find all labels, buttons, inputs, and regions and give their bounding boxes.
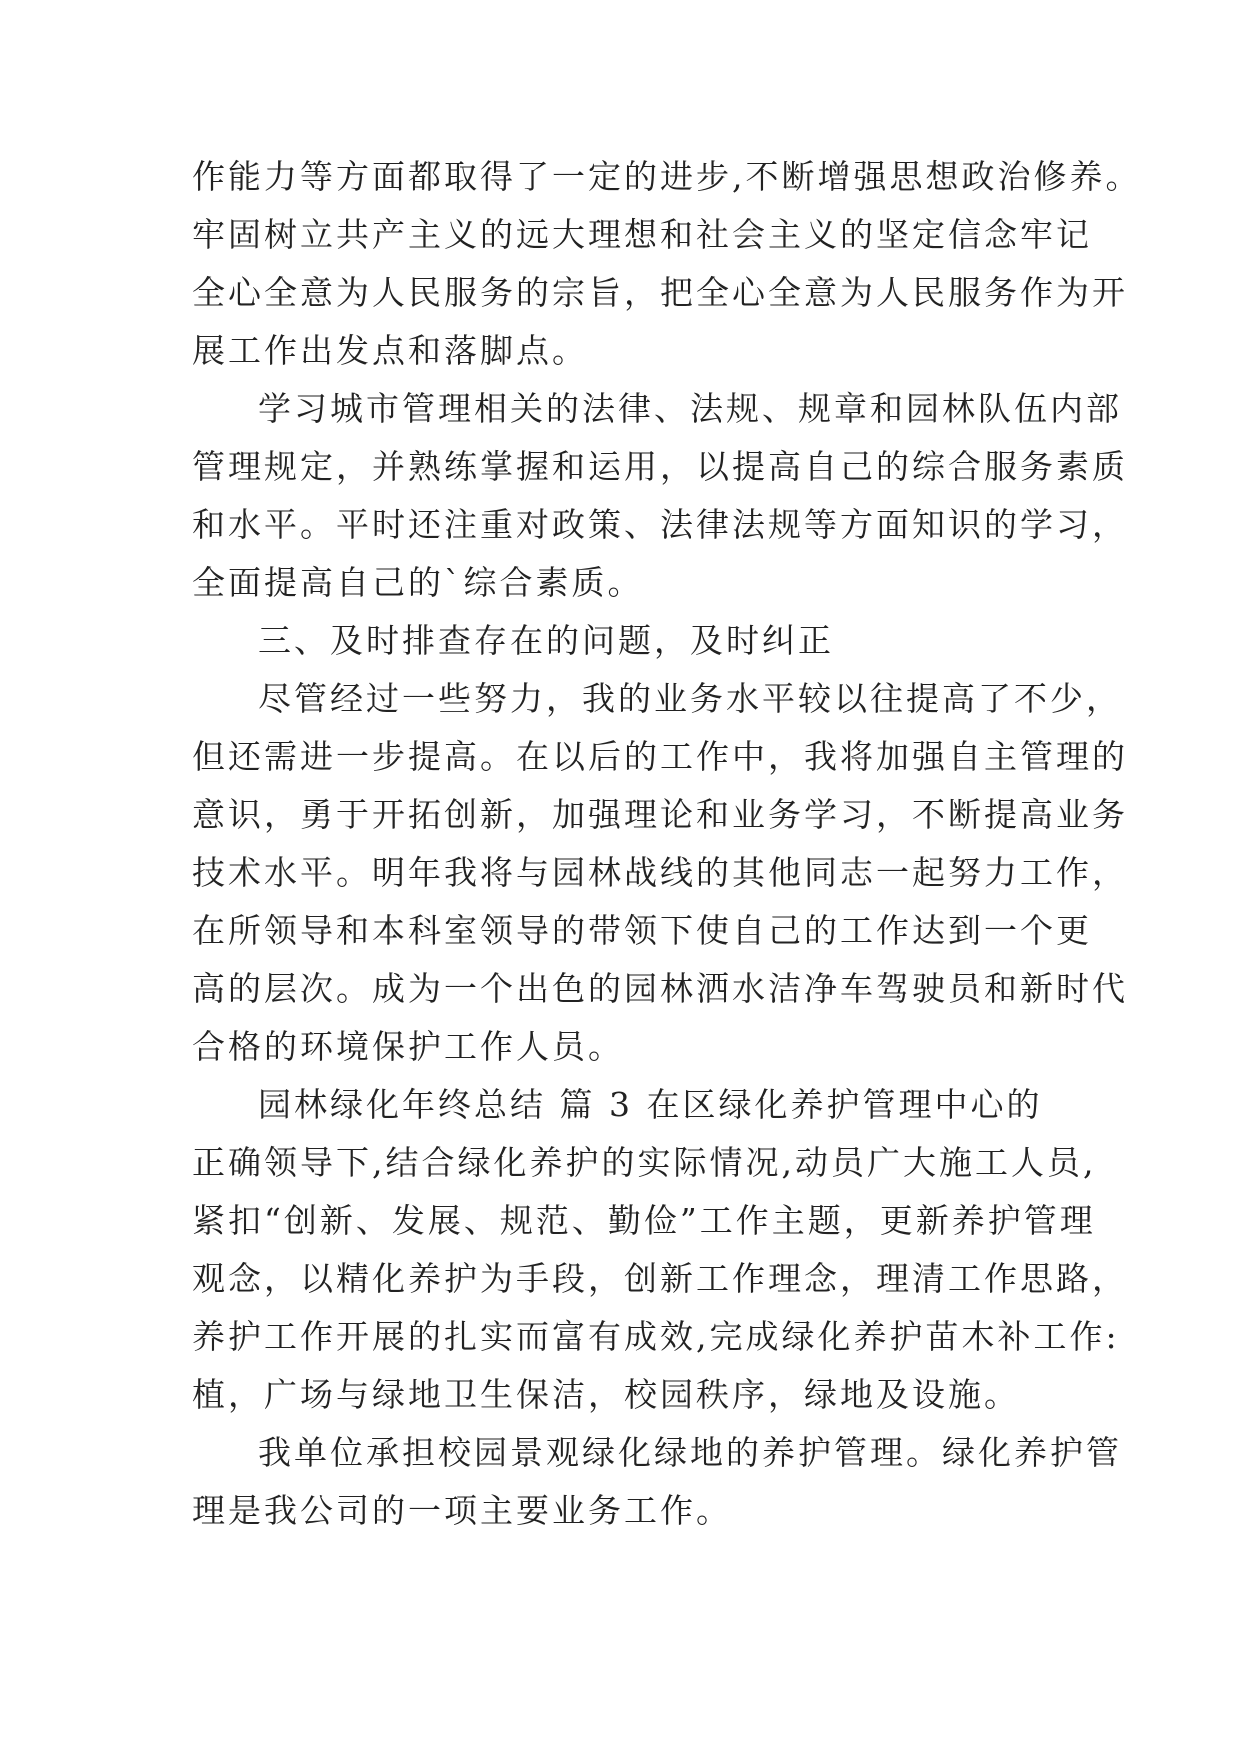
text-line: 全面提高自己的`综合素质。	[192, 563, 644, 602]
text-line: 理是我公司的一项主要业务工作。	[192, 1491, 732, 1530]
text-line: 合格的环境保护工作人员。	[192, 1027, 624, 1066]
text-line: 高的层次。成为一个出色的园林洒水洁净车驾驶员和新时代	[192, 969, 1128, 1008]
text-line: 展工作出发点和落脚点。	[192, 331, 588, 370]
text-line: 观念，以精化养护为手段，创新工作理念，理清工作思路，	[192, 1259, 1128, 1298]
text-line: 作能力等方面都取得了一定的进步,不断增强思想政治修养。	[192, 157, 1142, 196]
text-line: 正确领导下,结合绿化养护的实际情况,动员广大施工人员,	[192, 1143, 1097, 1182]
text-line: 我单位承担校园景观绿化绿地的养护管理。绿化养护管	[258, 1433, 1122, 1472]
text-line: 紧扣“创新、发展、规范、勤俭”工作主题，更新养护管理	[192, 1201, 1096, 1240]
text-line: 管理规定，并熟练掌握和运用，以提高自己的综合服务素质	[192, 447, 1128, 486]
text-line: 园林绿化年终总结 篇 3 在区绿化养护管理中心的	[258, 1085, 1043, 1124]
text-line: 植，广场与绿地卫生保洁，校园秩序，绿地及设施。	[192, 1375, 1020, 1414]
text-line: 三、及时排查存在的问题，及时纠正	[258, 621, 834, 660]
text-line: 意识，勇于开拓创新，加强理论和业务学习，不断提高业务	[192, 795, 1128, 834]
text-line: 尽管经过一些努力，我的业务水平较以往提高了不少，	[258, 679, 1122, 718]
text-line: 养护工作开展的扎实而富有成效,完成绿化养护苗木补工作:	[192, 1317, 1120, 1356]
text-line: 全心全意为人民服务的宗旨，把全心全意为人民服务作为开	[192, 273, 1128, 312]
text-line: 学习城市管理相关的法律、法规、规章和园林队伍内部	[258, 389, 1122, 428]
text-line: 牢固树立共产主义的远大理想和社会主义的坚定信念牢记	[192, 215, 1092, 254]
text-line: 和水平。平时还注重对政策、法律法规等方面知识的学习，	[192, 505, 1128, 544]
text-line: 技术水平。明年我将与园林战线的其他同志一起努力工作，	[192, 853, 1128, 892]
text-line: 在所领导和本科室领导的带领下使自己的工作达到一个更	[192, 911, 1092, 950]
text-line: 但还需进一步提高。在以后的工作中，我将加强自主管理的	[192, 737, 1128, 776]
document-body	[192, 148, 1142, 1540]
